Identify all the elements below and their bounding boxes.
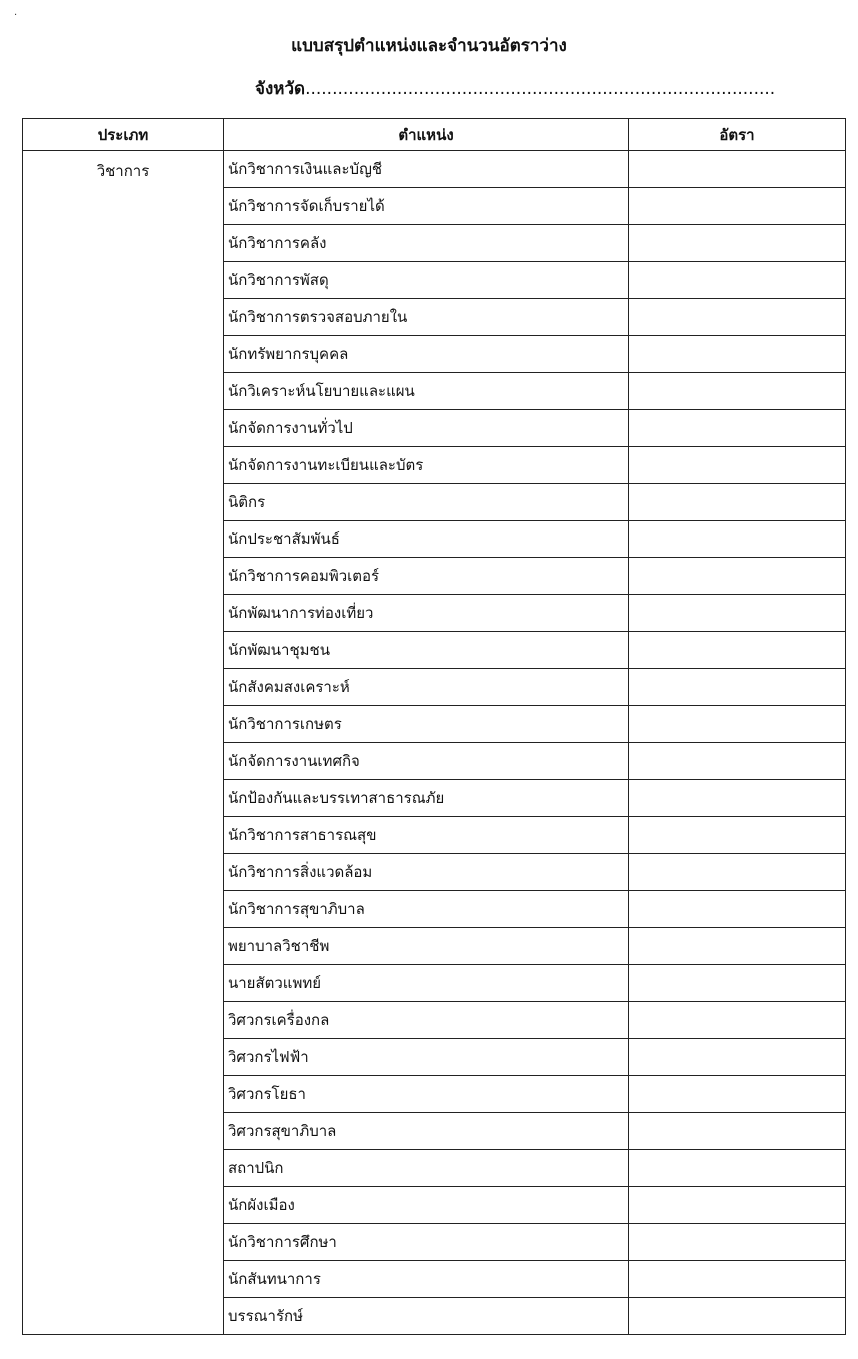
rate-cell[interactable] xyxy=(629,928,846,965)
rate-cell[interactable] xyxy=(629,1261,846,1298)
type-cell: วิชาการ xyxy=(23,151,224,1335)
rate-cell[interactable] xyxy=(629,743,846,780)
position-cell: นักวิชาการเกษตร xyxy=(224,706,629,743)
rate-cell[interactable] xyxy=(629,1113,846,1150)
position-cell: นักวิชาการสิ่งแวดล้อม xyxy=(224,854,629,891)
position-cell: นักสังคมสงเคราะห์ xyxy=(224,669,629,706)
position-cell: นักผังเมือง xyxy=(224,1187,629,1224)
position-cell: นิติกร xyxy=(224,484,629,521)
position-cell: นักวิชาการศึกษา xyxy=(224,1224,629,1261)
position-cell: พยาบาลวิชาชีพ xyxy=(224,928,629,965)
rate-cell[interactable] xyxy=(629,780,846,817)
position-cell: นักจัดการงานทะเบียนและบัตร xyxy=(224,447,629,484)
header-rate: อัตรา xyxy=(629,119,846,151)
position-cell: วิศวกรโยธา xyxy=(224,1076,629,1113)
rate-cell[interactable] xyxy=(629,1002,846,1039)
rate-cell[interactable] xyxy=(629,262,846,299)
position-cell: วิศวกรสุขาภิบาล xyxy=(224,1113,629,1150)
rate-cell[interactable] xyxy=(629,1039,846,1076)
rate-cell[interactable] xyxy=(629,558,846,595)
rate-cell[interactable] xyxy=(629,817,846,854)
rate-cell[interactable] xyxy=(629,1187,846,1224)
rate-cell[interactable] xyxy=(629,706,846,743)
vacancy-table xyxy=(22,118,846,1335)
position-cell: นักวิชาการสุขาภิบาล xyxy=(224,891,629,928)
position-cell: สถาปนิก xyxy=(224,1150,629,1187)
rate-cell[interactable] xyxy=(629,1076,846,1113)
rate-cell[interactable] xyxy=(629,373,846,410)
position-cell: นักสันทนาการ xyxy=(224,1261,629,1298)
page-mark: · xyxy=(14,10,18,21)
province-line xyxy=(255,76,775,102)
province-label: จังหวัด xyxy=(255,79,306,99)
position-cell: นักวิชาการพัสดุ xyxy=(224,262,629,299)
rate-cell[interactable] xyxy=(629,595,846,632)
rate-cell[interactable] xyxy=(629,447,846,484)
position-cell: นักประชาสัมพันธ์ xyxy=(224,521,629,558)
header-position: ตำแหน่ง xyxy=(224,119,629,151)
rate-cell[interactable] xyxy=(629,1224,846,1261)
position-cell: วิศวกรเครื่องกล xyxy=(224,1002,629,1039)
position-cell: นักวิชาการตรวจสอบภายใน xyxy=(224,299,629,336)
page-title: แบบสรุปตำแหน่งและจำนวนอัตราว่าง xyxy=(291,36,567,56)
rate-cell[interactable] xyxy=(629,1150,846,1187)
rate-cell[interactable] xyxy=(629,632,846,669)
position-cell: นักวิชาการสาธารณสุข xyxy=(224,817,629,854)
position-cell: บรรณารักษ์ xyxy=(224,1298,629,1335)
rate-cell[interactable] xyxy=(629,1298,846,1335)
rate-cell[interactable] xyxy=(629,336,846,373)
position-cell: นายสัตวแพทย์ xyxy=(224,965,629,1002)
rate-cell[interactable] xyxy=(629,299,846,336)
province-blank: ....................................................................................... xyxy=(305,79,776,99)
position-cell: นักทรัพยากรบุคคล xyxy=(224,336,629,373)
position-cell: นักป้องกันและบรรเทาสาธารณภัย xyxy=(224,780,629,817)
position-cell: นักวิชาการจัดเก็บรายได้ xyxy=(224,188,629,225)
position-cell: นักวิเคราะห์นโยบายและแผน xyxy=(224,373,629,410)
rate-cell[interactable] xyxy=(629,151,846,188)
position-cell: นักจัดการงานทั่วไป xyxy=(224,410,629,447)
rate-cell[interactable] xyxy=(629,484,846,521)
rate-cell[interactable] xyxy=(629,225,846,262)
rate-cell[interactable] xyxy=(629,410,846,447)
rate-cell[interactable] xyxy=(629,854,846,891)
header-type: ประเภท xyxy=(23,119,224,151)
rate-cell[interactable] xyxy=(629,521,846,558)
table-body xyxy=(23,151,846,1335)
position-cell: นักจัดการงานเทศกิจ xyxy=(224,743,629,780)
rate-cell[interactable] xyxy=(629,669,846,706)
position-cell: นักวิชาการคลัง xyxy=(224,225,629,262)
rate-cell[interactable] xyxy=(629,965,846,1002)
position-cell: วิศวกรไฟฟ้า xyxy=(224,1039,629,1076)
position-cell: นักวิชาการเงินและบัญชี xyxy=(224,151,629,188)
position-cell: นักวิชาการคอมพิวเตอร์ xyxy=(224,558,629,595)
rate-cell[interactable] xyxy=(629,188,846,225)
table-header-row xyxy=(23,119,846,151)
rate-cell[interactable] xyxy=(629,891,846,928)
position-cell: นักพัฒนาชุมชน xyxy=(224,632,629,669)
position-cell: นักพัฒนาการท่องเที่ยว xyxy=(224,595,629,632)
table-row xyxy=(23,151,846,188)
